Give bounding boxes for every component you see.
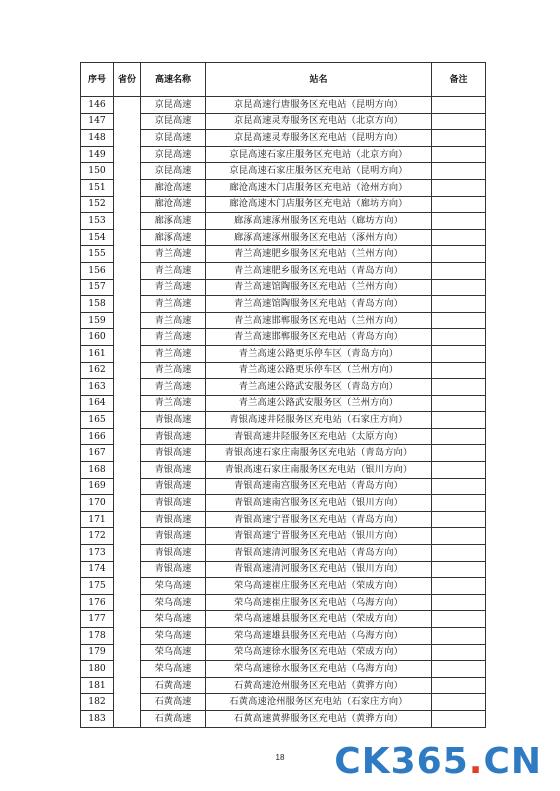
charging-station-table [80, 62, 486, 728]
cell-seq: 178 [81, 628, 114, 645]
cell-highway: 荣乌高速 [141, 661, 206, 678]
cell-station: 青兰高速肥乡服务区充电站（兰州方向） [206, 246, 432, 263]
cell-station: 京昆高速灵寿服务区充电站（昆明方向） [206, 130, 432, 147]
table-row [81, 594, 486, 611]
cell-remark [432, 179, 486, 196]
header-row [81, 63, 486, 97]
cell-highway: 青兰高速 [141, 362, 206, 379]
cell-remark [432, 428, 486, 445]
table-row [81, 279, 486, 296]
cell-remark [432, 229, 486, 246]
cell-station: 荣乌高速雄县服务区充电站（乌海方向） [206, 628, 432, 645]
cell-seq: 164 [81, 395, 114, 412]
cell-station: 石黄高速沧州服务区充电站（黄骅方向） [206, 677, 432, 694]
cell-seq: 170 [81, 495, 114, 512]
table-row [81, 329, 486, 346]
cell-station: 青兰高速邯郸服务区充电站（青岛方向） [206, 329, 432, 346]
table-header [81, 63, 486, 97]
cell-remark [432, 113, 486, 130]
table-row [81, 97, 486, 114]
cell-seq: 148 [81, 130, 114, 147]
table-row [81, 179, 486, 196]
table-row [81, 213, 486, 230]
cell-remark [432, 511, 486, 528]
table-row [81, 495, 486, 512]
cell-highway: 京昆高速 [141, 163, 206, 180]
cell-remark [432, 163, 486, 180]
cell-seq: 177 [81, 611, 114, 628]
cell-remark [432, 462, 486, 479]
table-row [81, 113, 486, 130]
cell-seq: 171 [81, 511, 114, 528]
cell-highway: 荣乌高速 [141, 628, 206, 645]
cell-seq: 161 [81, 345, 114, 362]
cell-seq: 154 [81, 229, 114, 246]
cell-seq: 151 [81, 179, 114, 196]
cell-seq: 168 [81, 462, 114, 479]
cell-station: 京昆高速石家庄服务区充电站（昆明方向） [206, 163, 432, 180]
cell-highway: 青银高速 [141, 462, 206, 479]
table-row [81, 246, 486, 263]
cell-seq: 175 [81, 578, 114, 595]
cell-remark [432, 594, 486, 611]
table-row [81, 445, 486, 462]
watermark-suffix: CN [483, 741, 542, 782]
cell-highway: 青银高速 [141, 445, 206, 462]
cell-station: 青兰高速公路武安服务区（青岛方向） [206, 379, 432, 396]
cell-station: 荣乌高速崔庄服务区充电站（乌海方向） [206, 594, 432, 611]
cell-province [114, 97, 141, 728]
cell-station: 青兰高速公路更乐停车区（青岛方向） [206, 345, 432, 362]
cell-highway: 荣乌高速 [141, 611, 206, 628]
table-row [81, 262, 486, 279]
cell-station: 京昆高速行唐服务区充电站（昆明方向） [206, 97, 432, 114]
header-seq: 序号 [81, 63, 114, 97]
header-station: 站名 [206, 63, 432, 97]
cell-highway: 石黄高速 [141, 677, 206, 694]
cell-seq: 173 [81, 545, 114, 562]
cell-highway: 青兰高速 [141, 345, 206, 362]
cell-remark [432, 279, 486, 296]
cell-seq: 180 [81, 661, 114, 678]
cell-station: 荣乌高速雄县服务区充电站（荣成方向） [206, 611, 432, 628]
table-row [81, 561, 486, 578]
cell-seq: 182 [81, 694, 114, 711]
cell-station: 荣乌高速徐水服务区充电站（荣成方向） [206, 644, 432, 661]
cell-seq: 150 [81, 163, 114, 180]
table-row [81, 163, 486, 180]
header-province: 省份 [114, 63, 141, 97]
cell-remark [432, 528, 486, 545]
cell-seq: 181 [81, 677, 114, 694]
cell-station: 廊涿高速涿州服务区充电站（涿州方向） [206, 229, 432, 246]
cell-remark [432, 329, 486, 346]
table-row [81, 362, 486, 379]
cell-seq: 157 [81, 279, 114, 296]
cell-highway: 青银高速 [141, 528, 206, 545]
cell-station: 青兰高速馆陶服务区充电站（兰州方向） [206, 279, 432, 296]
cell-highway: 石黄高速 [141, 694, 206, 711]
table-row [81, 694, 486, 711]
cell-seq: 152 [81, 196, 114, 213]
cell-remark [432, 262, 486, 279]
cell-highway: 青兰高速 [141, 279, 206, 296]
table-row [81, 146, 486, 163]
cell-station: 青银高速宁晋服务区充电站（银川方向） [206, 528, 432, 545]
table-row [81, 130, 486, 147]
cell-remark [432, 561, 486, 578]
cell-highway: 青兰高速 [141, 246, 206, 263]
cell-seq: 162 [81, 362, 114, 379]
cell-remark [432, 710, 486, 727]
table-row [81, 545, 486, 562]
table-row [81, 677, 486, 694]
cell-remark [432, 445, 486, 462]
cell-seq: 176 [81, 594, 114, 611]
cell-station: 廊沧高速木门店服务区充电站（廊坊方向） [206, 196, 432, 213]
cell-seq: 156 [81, 262, 114, 279]
cell-station: 青银高速南宫服务区充电站（青岛方向） [206, 478, 432, 495]
cell-remark [432, 694, 486, 711]
cell-seq: 155 [81, 246, 114, 263]
cell-seq: 174 [81, 561, 114, 578]
cell-remark [432, 345, 486, 362]
cell-seq: 149 [81, 146, 114, 163]
cell-seq: 165 [81, 412, 114, 429]
cell-station: 青银高速井陉服务区充电站（石家庄方向） [206, 412, 432, 429]
table-row [81, 578, 486, 595]
cell-highway: 青银高速 [141, 428, 206, 445]
table-row [81, 511, 486, 528]
cell-highway: 京昆高速 [141, 130, 206, 147]
table-row [81, 478, 486, 495]
table-row [81, 379, 486, 396]
cell-station: 荣乌高速徐水服务区充电站（乌海方向） [206, 661, 432, 678]
cell-remark [432, 196, 486, 213]
cell-remark [432, 495, 486, 512]
cell-remark [432, 296, 486, 313]
cell-highway: 廊涿高速 [141, 213, 206, 230]
cell-highway: 青银高速 [141, 412, 206, 429]
cell-seq: 147 [81, 113, 114, 130]
cell-station: 青兰高速公路更乐停车区（兰州方向） [206, 362, 432, 379]
watermark-logo [334, 742, 542, 782]
cell-station: 青银高速清河服务区充电站（青岛方向） [206, 545, 432, 562]
table-row [81, 345, 486, 362]
cell-seq: 183 [81, 710, 114, 727]
cell-station: 青兰高速邯郸服务区充电站（兰州方向） [206, 312, 432, 329]
cell-remark [432, 628, 486, 645]
cell-station: 青兰高速馆陶服务区充电站（青岛方向） [206, 296, 432, 313]
cell-station: 青银高速南宫服务区充电站（银川方向） [206, 495, 432, 512]
cell-seq: 169 [81, 478, 114, 495]
cell-remark [432, 644, 486, 661]
cell-seq: 160 [81, 329, 114, 346]
table-row [81, 462, 486, 479]
cell-highway: 青银高速 [141, 545, 206, 562]
table-row [81, 296, 486, 313]
cell-station: 青银高速宁晋服务区充电站（青岛方向） [206, 511, 432, 528]
cell-remark [432, 130, 486, 147]
cell-remark [432, 213, 486, 230]
table-row [81, 710, 486, 727]
cell-highway: 廊涿高速 [141, 229, 206, 246]
cell-station: 廊沧高速木门店服务区充电站（沧州方向） [206, 179, 432, 196]
cell-station: 荣乌高速崔庄服务区充电站（荣成方向） [206, 578, 432, 595]
cell-remark [432, 677, 486, 694]
cell-remark [432, 578, 486, 595]
cell-highway: 青银高速 [141, 478, 206, 495]
header-remark: 备注 [432, 63, 486, 97]
cell-seq: 159 [81, 312, 114, 329]
cell-station: 青兰高速公路武安服务区（兰州方向） [206, 395, 432, 412]
cell-remark [432, 379, 486, 396]
cell-station: 京昆高速石家庄服务区充电站（北京方向） [206, 146, 432, 163]
cell-remark [432, 395, 486, 412]
cell-highway: 京昆高速 [141, 113, 206, 130]
cell-station: 廊涿高速涿州服务区充电站（廊坊方向） [206, 213, 432, 230]
watermark-main: CK365 [334, 741, 469, 782]
cell-seq: 163 [81, 379, 114, 396]
table-row [81, 196, 486, 213]
cell-remark [432, 97, 486, 114]
cell-highway: 京昆高速 [141, 146, 206, 163]
cell-station: 青银高速井陉服务区充电站（太原方向） [206, 428, 432, 445]
table-row [81, 428, 486, 445]
cell-station: 石黄高速沧州服务区充电站（石家庄方向） [206, 694, 432, 711]
cell-remark [432, 611, 486, 628]
table-row [81, 644, 486, 661]
table-body [81, 97, 486, 728]
table-row [81, 528, 486, 545]
cell-highway: 青兰高速 [141, 379, 206, 396]
cell-seq: 172 [81, 528, 114, 545]
cell-remark [432, 661, 486, 678]
cell-highway: 荣乌高速 [141, 578, 206, 595]
table-row [81, 229, 486, 246]
cell-highway: 青银高速 [141, 511, 206, 528]
cell-seq: 158 [81, 296, 114, 313]
cell-highway: 廊沧高速 [141, 196, 206, 213]
cell-station: 青银高速石家庄南服务区充电站（青岛方向） [206, 445, 432, 462]
cell-seq: 146 [81, 97, 114, 114]
cell-station: 京昆高速灵寿服务区充电站（北京方向） [206, 113, 432, 130]
cell-highway: 青兰高速 [141, 395, 206, 412]
cell-remark [432, 312, 486, 329]
cell-highway: 荣乌高速 [141, 644, 206, 661]
cell-station: 青银高速石家庄南服务区充电站（银川方向） [206, 462, 432, 479]
cell-seq: 167 [81, 445, 114, 462]
table-row [81, 395, 486, 412]
cell-highway: 青兰高速 [141, 329, 206, 346]
cell-station: 青银高速清河服务区充电站（银川方向） [206, 561, 432, 578]
cell-seq: 179 [81, 644, 114, 661]
cell-highway: 荣乌高速 [141, 594, 206, 611]
cell-remark [432, 412, 486, 429]
page-number: 18 [275, 753, 285, 762]
cell-highway: 石黄高速 [141, 710, 206, 727]
cell-remark [432, 478, 486, 495]
cell-highway: 青银高速 [141, 495, 206, 512]
table-row [81, 312, 486, 329]
watermark-dot: . [468, 741, 484, 782]
cell-station: 石黄高速黄骅服务区充电站（黄骅方向） [206, 710, 432, 727]
cell-highway: 青兰高速 [141, 312, 206, 329]
cell-highway: 京昆高速 [141, 97, 206, 114]
cell-remark [432, 246, 486, 263]
cell-remark [432, 146, 486, 163]
cell-highway: 青兰高速 [141, 262, 206, 279]
cell-highway: 青兰高速 [141, 296, 206, 313]
cell-remark [432, 362, 486, 379]
table-row [81, 628, 486, 645]
cell-remark [432, 545, 486, 562]
table-row [81, 412, 486, 429]
table-row [81, 661, 486, 678]
cell-highway: 青银高速 [141, 561, 206, 578]
cell-highway: 廊沧高速 [141, 179, 206, 196]
cell-station: 青兰高速肥乡服务区充电站（青岛方向） [206, 262, 432, 279]
cell-seq: 153 [81, 213, 114, 230]
table-row [81, 611, 486, 628]
cell-seq: 166 [81, 428, 114, 445]
header-highway: 高速名称 [141, 63, 206, 97]
